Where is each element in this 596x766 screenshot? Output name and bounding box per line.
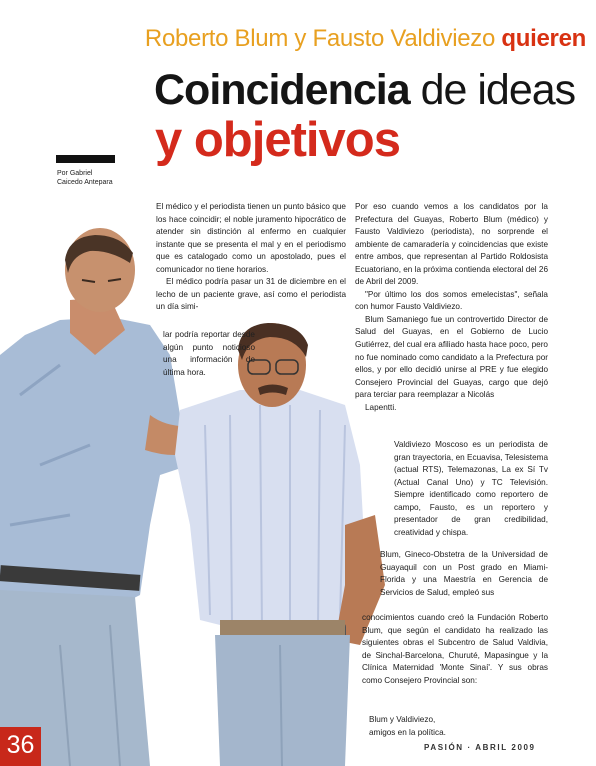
paragraph: Por eso cuando vemos a los candidatos por la Prefectura del Guayas, Roberto Blum (médico) y Fausto Valdiviezo (periodista), no sorprende el ambiente de camaradería y coincidencias que existe entre ambos, que representan al Partido Roldosista Ecuatoriano, en la próxima contienda electoral del 26 de Abril del 2009. [355,202,548,287]
column-1-text [156,201,346,314]
section-kicker [96,25,586,53]
paragraph: lar podría reportar desde algún punto noticioso una información de última hora. [163,330,255,377]
byline-line-2: Caicedo Antepara [57,179,113,186]
caption-line-1: Blum y Valdiviezo, [369,715,436,724]
kicker-names: Roberto Blum y Fausto Valdiviezo [144,25,502,52]
paragraph: El médico y el periodista tienen un punto básico que los hace coincidir; el noble juramento hipocrático de atender sin distinción al enfermo en cualquier instante que se presenta el mal y en el periodismo que es catalogado como un apostolado, pues el comunicador no tiene horarios. [156,202,346,274]
headline-thin-words: de ideas [409,66,576,114]
column-1-wrap-text [163,329,255,379]
column-2-text-d [362,612,548,687]
headline-line-1 [154,66,575,115]
paragraph: Lapentti. [365,402,397,412]
paragraph: Blum, Gineco-Obstetra de la Universidad de Guayaquil con un Post grado en Miami-Florida y una Maestría en Gerencia de Servicios de Salud, empleó sus [380,550,548,597]
headline-bold-word: Coincidencia [154,66,410,114]
column-2-text-b [394,439,548,539]
byline-line-1: Por Gabriel [57,170,93,177]
paragraph: El médico podría pasar un 31 de diciembre en el lecho de un paciente grave, así como el periodista un día simi- [156,277,346,312]
paragraph: conocimientos cuando creó la Fundación Roberto Blum, que según el candidato ha realizado las siguientes obras el Subcentro de Salud Valdivia, de Sinchal-Barcelona, Churuté, Mapasingue y la Clínica Maternidad 'Monte Sinaí'. Y sus obras como Consejero Provincial son: [362,613,548,685]
headline-line-2: y objetivos [155,113,400,167]
footer-issue: PASIÓN · ABRIL 2009 [424,743,536,752]
paragraph: Valdiviezo Moscoso es un periodista de gran trayectoria, en Ecuavisa, Telesistema (actual RTS), Telemazonas, La ex Sí Tv (Actual Canal Uno) y TC Televisión. Siempre identificado como reportero de campo, Fausto, es un reportero y presentador de gran credibilidad, creatividad y chispa. [394,440,548,537]
page-number: 36 [6,731,35,759]
quote-paragraph: "Por último los dos somos emelecistas", señala con humor Fausto Valdiviezo. [355,289,548,312]
column-2-text-c [380,549,548,599]
paragraph: Blum Samaniego fue un controvertido Director de Salud del Guayas, en el Gobierno de Lucio Gutiérrez, del cual era afiliado hasta hace poco, pero no fue nominado como candidato a la Prefectura por ellos, y por ello decidió unirse al PRE y fue elegido Consejero Provincial del Guayas, cargo que dejó para terciar para reemplazar a Nicolás [355,314,548,400]
caption-line-2: amigos en la política. [369,728,446,737]
column-2-text [355,201,548,414]
man-right [175,323,385,766]
kicker-verb: quieren [501,25,586,52]
byline-rule [56,155,115,163]
photo-caption [369,713,446,739]
byline [57,169,113,187]
